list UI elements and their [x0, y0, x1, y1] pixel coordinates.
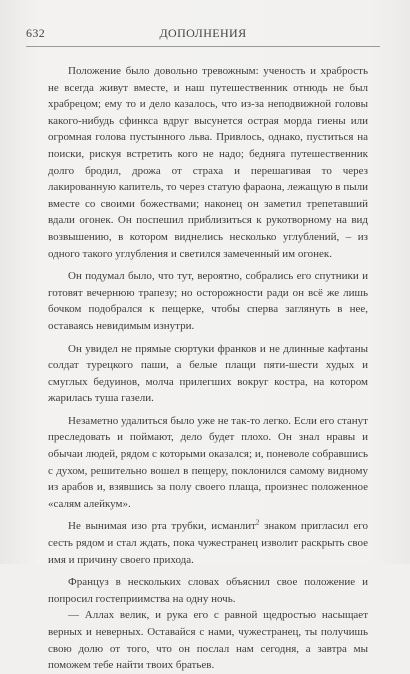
footnote-marker[interactable]: 2	[255, 518, 260, 527]
running-title: ДОПОЛНЕНИЯ	[159, 26, 247, 40]
paragraph-text: знаком пригласил его сесть рядом и стал ждать, пока чужестранец изволит раскрыть свое имя и причину своего прихода.	[48, 520, 368, 566]
paragraph: Он увидел не прямые сюртуки франков и не длинные кафтаны солдат турецкого паши, а белые плащи пяти-шести худых и смуглых бедуинов, молча прилегших вокруг костра, на котором жарилась туша газели.	[48, 342, 368, 405]
running-header	[26, 26, 380, 46]
paragraph	[48, 518, 368, 568]
paragraph-text: Не вынимая изо рта трубки, исманлит	[68, 520, 256, 533]
paragraph: Он подумал было, что тут, вероятно, собрались его спутники и готовят вечернюю трапезу; но осторожности ради он всё же лишь бочком подобрался к пещерке, чтобы сперва заглянуть в нее, оставаясь невидимым изнутри.	[48, 270, 368, 332]
header-rule	[26, 46, 380, 47]
page-body	[48, 63, 368, 674]
paragraph: Незаметно удалиться было уже не так-то легко. Если его станут преследовать и поймают, дело будет плохо. Он знал нравы и обычаи людей, рядом с которыми оказался; и, поневоле собравшись с духом, решительно вошел в пещеру, поклонился самому видному из арабов и, взявшись за полу своего плаща, произнес положенное «салям алейкум».	[48, 414, 368, 510]
paragraph: Француз в нескольких словах объяснил свое положение и попросил гостеприимства на одну ночь.	[48, 576, 368, 605]
page-number: 632	[26, 26, 46, 40]
paragraph: Положение было довольно тревожным: ученость и храбрость не всегда живут вместе, и наш путешественник отнюдь не был храбрецом; ему то и дело казалось, что из-за неподвижной головы какого-нибудь сфинкса вдруг высунется острая морда гиены или огромная голова пустынного льва. Привлось, однако, пуститься на поиски, рискуя встретить кого не надо; бедняга путешественник долго бродил, дрожа от страха и перешагивая то через лакированную капитель, то через статую фараона, лежащую в пыли вместе со своими божествами; наконец он заметил трепетавший вдали огонек. Он поспешил приблизиться к рукотворному на вид возвышению, в котором виднелись несколько углублений, – из одного такого углубления и светился замеченный им огонек.	[48, 65, 368, 260]
paragraph: — Аллах велик, и рука его с равной щедростью насыщает верных и неверных. Оставайся с нами, чужестранец, ты получишь свою долю от того, что он послал нам сегодня, а завтра мы поможем тебе найти твоих братьев.	[48, 609, 368, 672]
